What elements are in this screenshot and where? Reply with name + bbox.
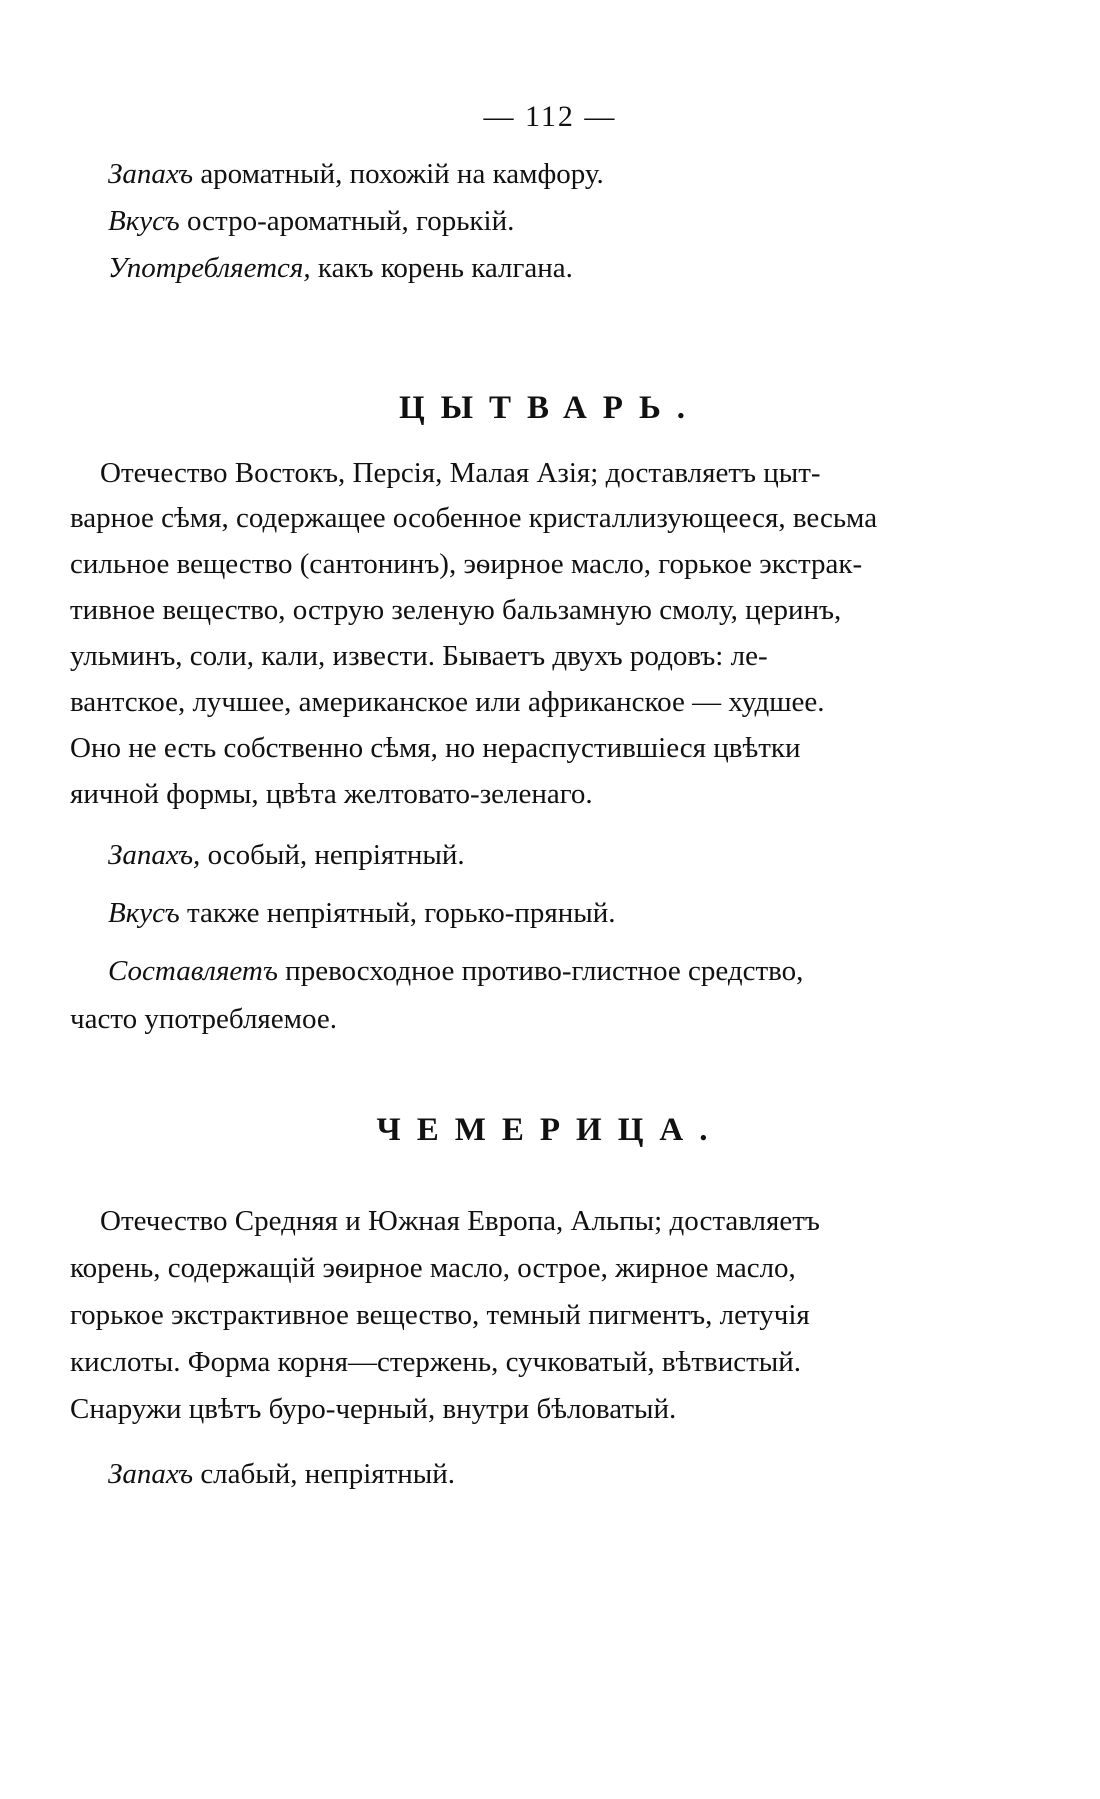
intro-line-1 [108,156,604,192]
s1-paragraph-line: яичной формы, цвѣта желтовато-зеленаго. [70,778,593,810]
s1-smell-line [108,837,465,873]
section-heading-chemeritsa: ЧЕМЕРИЦА. [376,1112,724,1148]
intro-line-3-lead: Употребляется, [108,252,311,284]
intro-line-2 [108,203,514,239]
intro-line-1-lead: Запахъ [108,158,194,190]
s1-smell-lead: Запахъ, [108,839,201,871]
intro-line-2-text: остро-ароматный, горькій. [186,205,515,237]
s1-paragraph-line: вантское, лучшее, американское или африканское — худшее. [70,686,825,718]
s2-paragraph-line: горькое экстрактивное вещество, темный пигментъ, летучія [70,1299,810,1331]
s1-paragraph-line: ульминъ, соли, кали, извести. Бываетъ двухъ родовъ: ле- [70,640,768,672]
intro-line-3 [108,250,573,286]
s1-taste-text: также непріятный, горько-пряный. [186,897,616,929]
s2-smell-line [108,1456,455,1492]
intro-line-2-lead: Вкусъ [108,205,180,237]
s1-taste-lead: Вкусъ [108,897,180,929]
page-number: — 112 — [483,100,617,133]
s1-paragraph-line: варное сѣмя, содержащее особенное кристаллизующееся, весьма [70,502,878,534]
s2-paragraph-line: кислоты. Форма корня—стержень, сучковатый, вѣтвистый. [70,1346,802,1378]
intro-line-1-text: ароматный, похожій на камфору. [200,158,604,190]
s1-paragraph-line: сильное вещество (сантонинъ), эѳирное масло, горькое экстрак- [70,548,863,580]
s1-paragraph-line: тивное вещество, острую зеленую бальзамную смолу, церинъ, [70,594,842,626]
s1-taste-line [108,895,616,931]
s2-smell-lead: Запахъ [108,1458,194,1490]
s2-paragraph-line: корень, содержащій эѳирное масло, острое, жирное масло, [70,1252,796,1284]
s1-use-line [108,953,803,989]
intro-line-3-text: какъ корень калгана. [317,252,573,284]
s2-paragraph-line: Снаружи цвѣтъ буро-черный, внутри бѣловатый. [70,1393,677,1425]
s1-use-lead: Составляетъ [108,955,278,987]
section-heading-tsytvar: ЦЫТВАРЬ. [398,390,702,426]
s1-paragraph-line: Отечество Востокъ, Персія, Малая Азія; доставляетъ цыт- [100,457,821,489]
s1-use-text: превосходное противо-глистное средство, [285,955,804,987]
s1-paragraph-line: Оно не есть собственно сѣмя, но нераспустившіеся цвѣтки [70,732,801,764]
s1-smell-text: особый, непріятный. [207,839,465,871]
s2-paragraph-line: Отечество Средняя и Южная Европа, Альпы; доставляетъ [100,1205,820,1237]
s2-smell-text: слабый, непріятный. [200,1458,456,1490]
s1-use-line-2: часто употребляемое. [70,1003,337,1035]
